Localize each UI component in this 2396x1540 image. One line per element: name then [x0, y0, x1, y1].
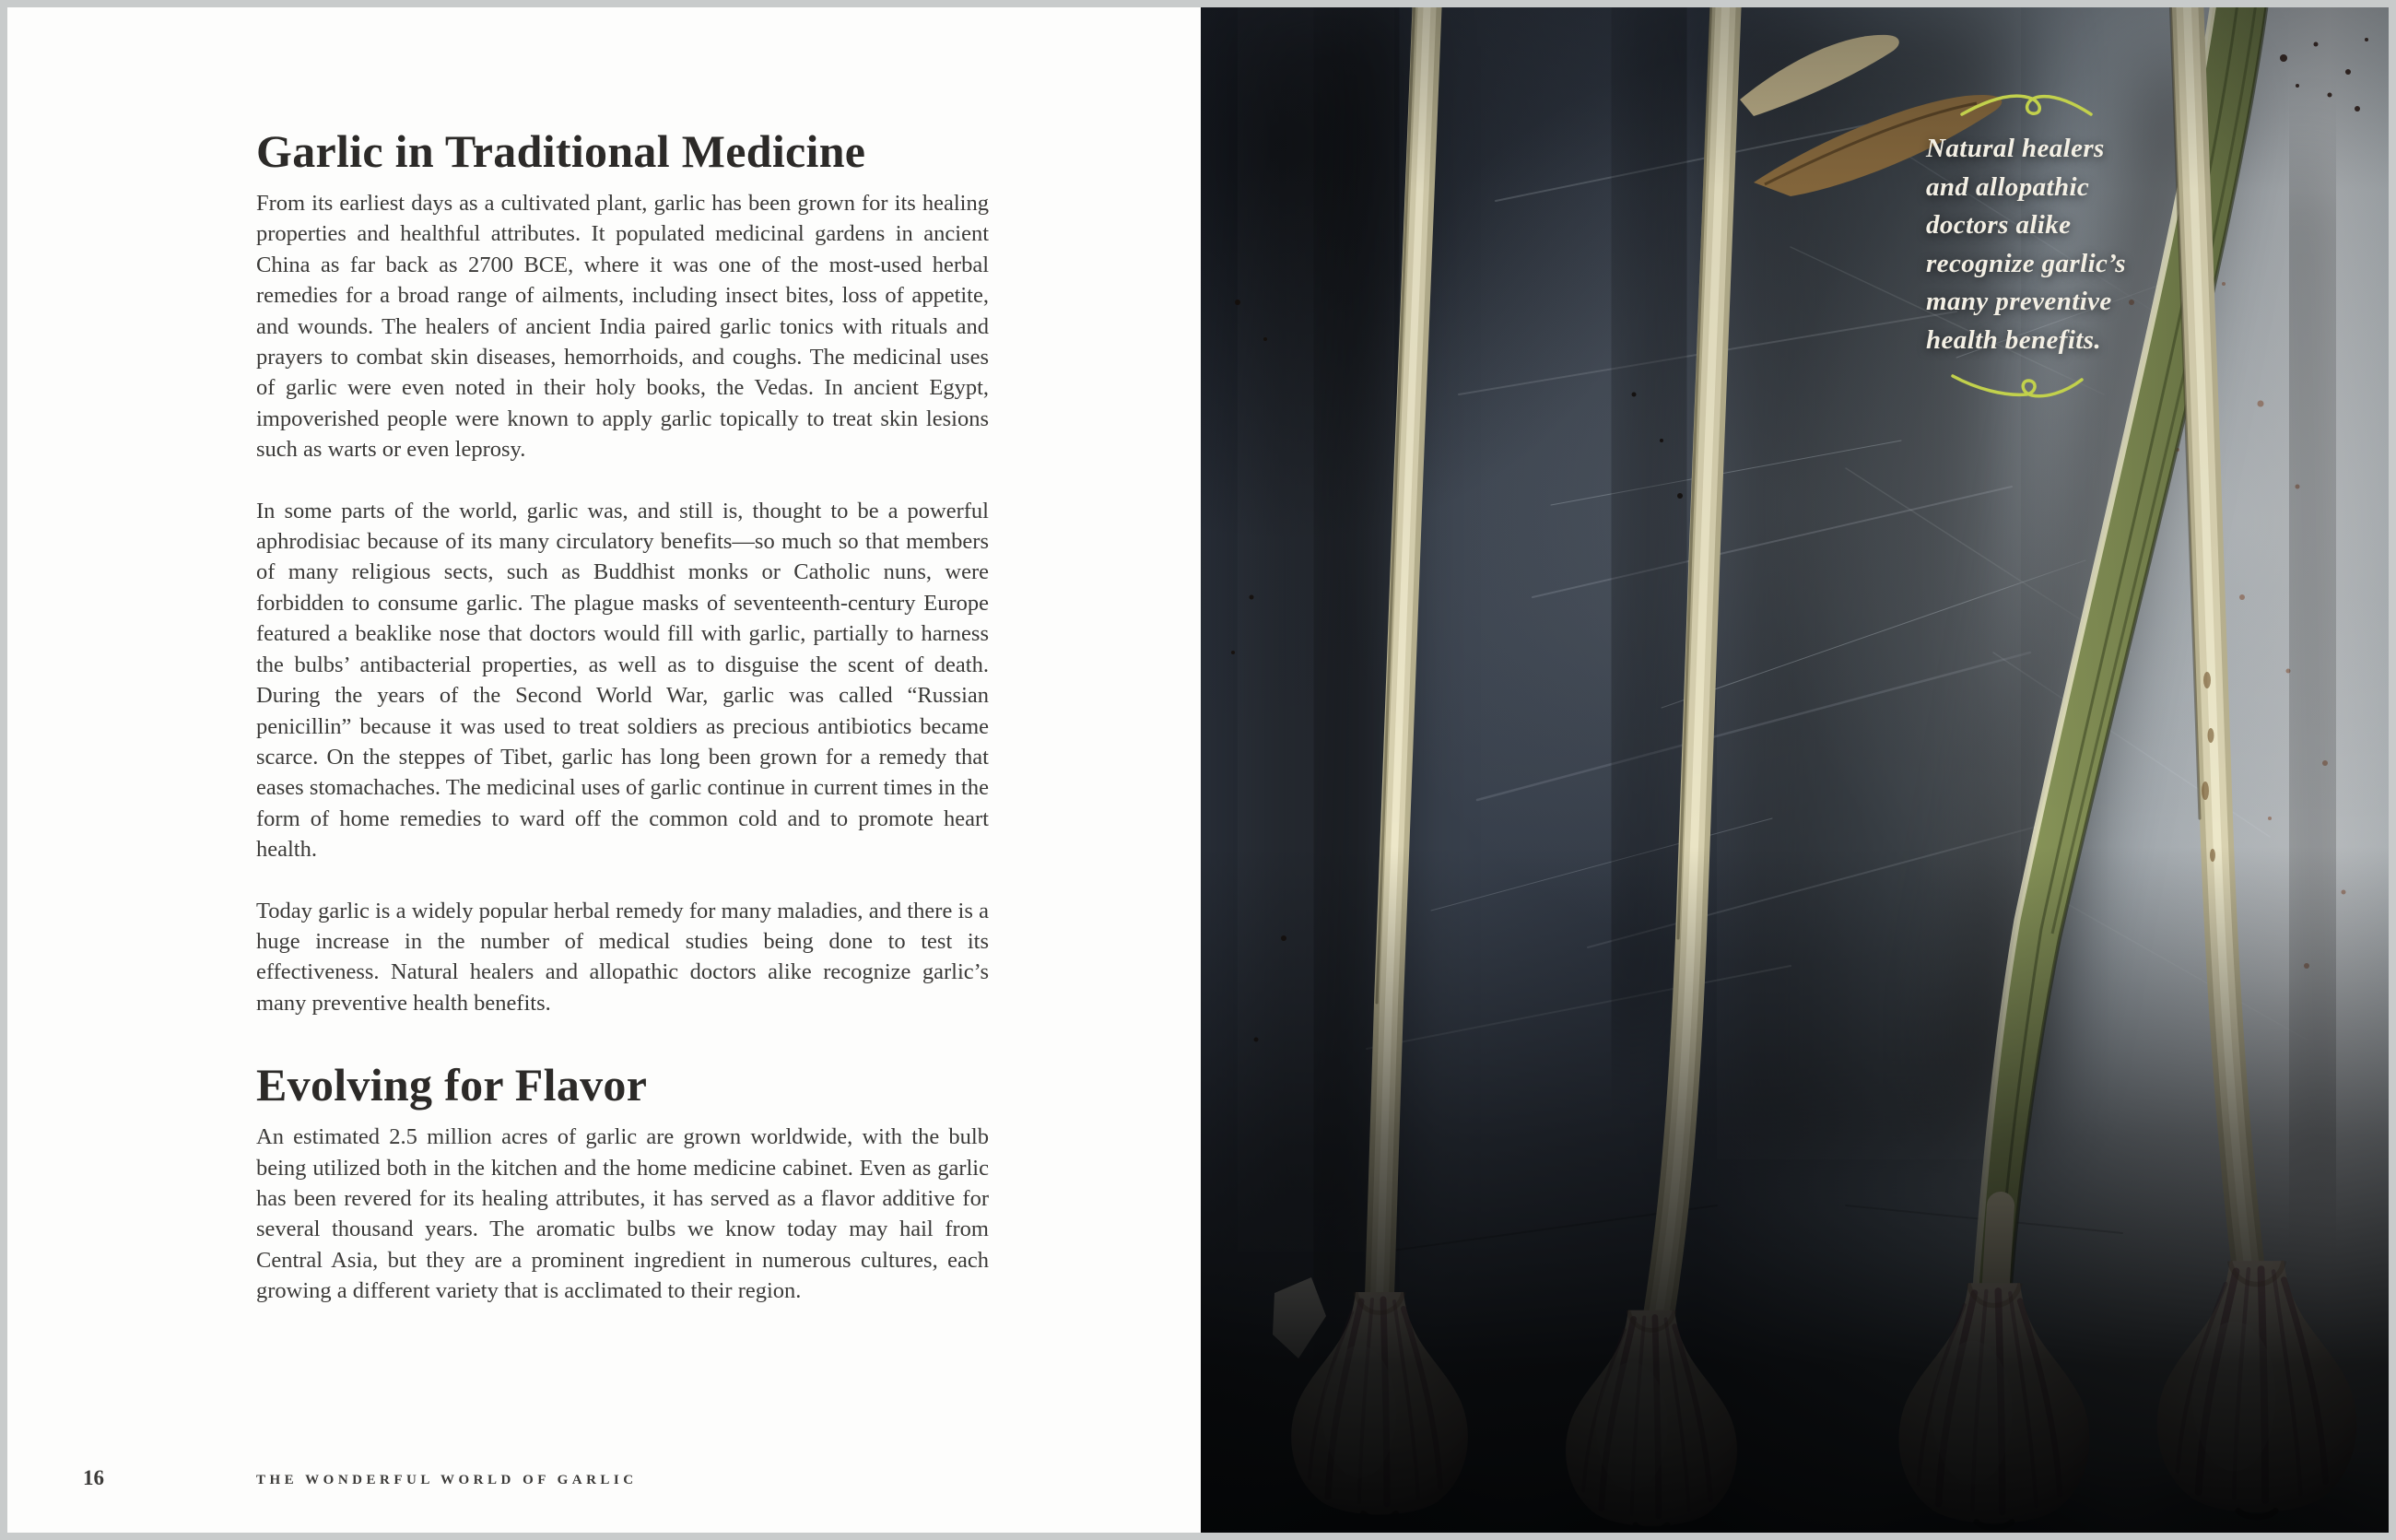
pull-quote-line: many preventive — [1926, 287, 2112, 316]
paragraph: In some parts of the world, garlic was, and still is, thought to be a powerful aphrodisiac because of its many circulatory benefits—so much so that members of many religious sects, such as Buddhist monks or Catholic nuns, were forbidden to consume garlic. The plague masks of seventeenth-century Europe featured a beaklike nose that doctors would fill with garlic, partially to harness the bulbs’ antibacterial properties, as well as to disguise the scent of death. During the years of the Second World War, garlic was called “Russian penicillin” because it was used to treat soldiers as precious antibiotics became scarce. On the steppes of Tibet, garlic has long been grown for a remedy that eases stomachaches. The medicinal uses of garlic continue in current times in the form of home remedies to ward off the common cold and to promote heart health. — [256, 498, 989, 863]
pull-quote-line: Natural healers — [1926, 134, 2105, 163]
pull-quote-line: recognize garlic’s — [1926, 248, 2126, 278]
section-heading-traditional-medicine: Garlic in Traditional Medicine — [256, 125, 866, 177]
paragraph: Today garlic is a widely popular herbal remedy for many maladies, and there is a huge increase in the number of medical studies being done to test its effectiveness. Natural healers and allopathic doctors alike recognize garlic’s many preventive health benefits. — [256, 898, 989, 1016]
section-heading-evolving-for-flavor: Evolving for Flavor — [256, 1059, 648, 1111]
page-number: 16 — [83, 1466, 104, 1489]
paragraph: From its earliest days as a cultivated plant, garlic has been grown for its healing properties and healthful attributes. It populated medicinal gardens in ancient China as far back as 2700 BCE, where it was one of the most-used herbal remedies for a broad range of ailments, including insect bites, loss of appetite, and wounds. The healers of ancient India paired garlic tonics with rituals and prayers to combat skin diseases, hemorrhoids, and coughs. The medicinal uses of garlic were even noted in their holy books, the Vedas. In ancient Egypt, impoverished people were known to apply garlic topically to treat skin lesions such as warts or even leprosy. — [256, 191, 989, 463]
paragraph: An estimated 2.5 million acres of garlic are grown worldwide, with the bulb being utilized both in the kitchen and the home medicine cabinet. Even as garlic has been revered for its healing attributes, it has served as a flavor additive for several thousand years. The aromatic bulbs we know today may hail from Central Asia, but they are a prominent ingredient in numerous cultures, each growing a different variety that is acclimated to their region. — [256, 1124, 989, 1304]
flourish-top-icon — [1958, 85, 2096, 125]
pull-quote — [1926, 130, 2166, 359]
pull-quote-line: health benefits. — [1926, 324, 2102, 355]
garlic-photo-illustration — [1201, 7, 2389, 1533]
garlic-photo — [1201, 7, 2389, 1533]
book-page-spread — [7, 7, 2389, 1533]
pull-quote-line: doctors alike — [1926, 210, 2072, 240]
left-page-text-column — [256, 125, 989, 1307]
running-title: THE WONDERFUL WORLD OF GARLIC — [256, 1473, 638, 1487]
flourish-bottom-icon — [1949, 365, 2087, 406]
pull-quote-line: and allopathic — [1926, 171, 2090, 202]
